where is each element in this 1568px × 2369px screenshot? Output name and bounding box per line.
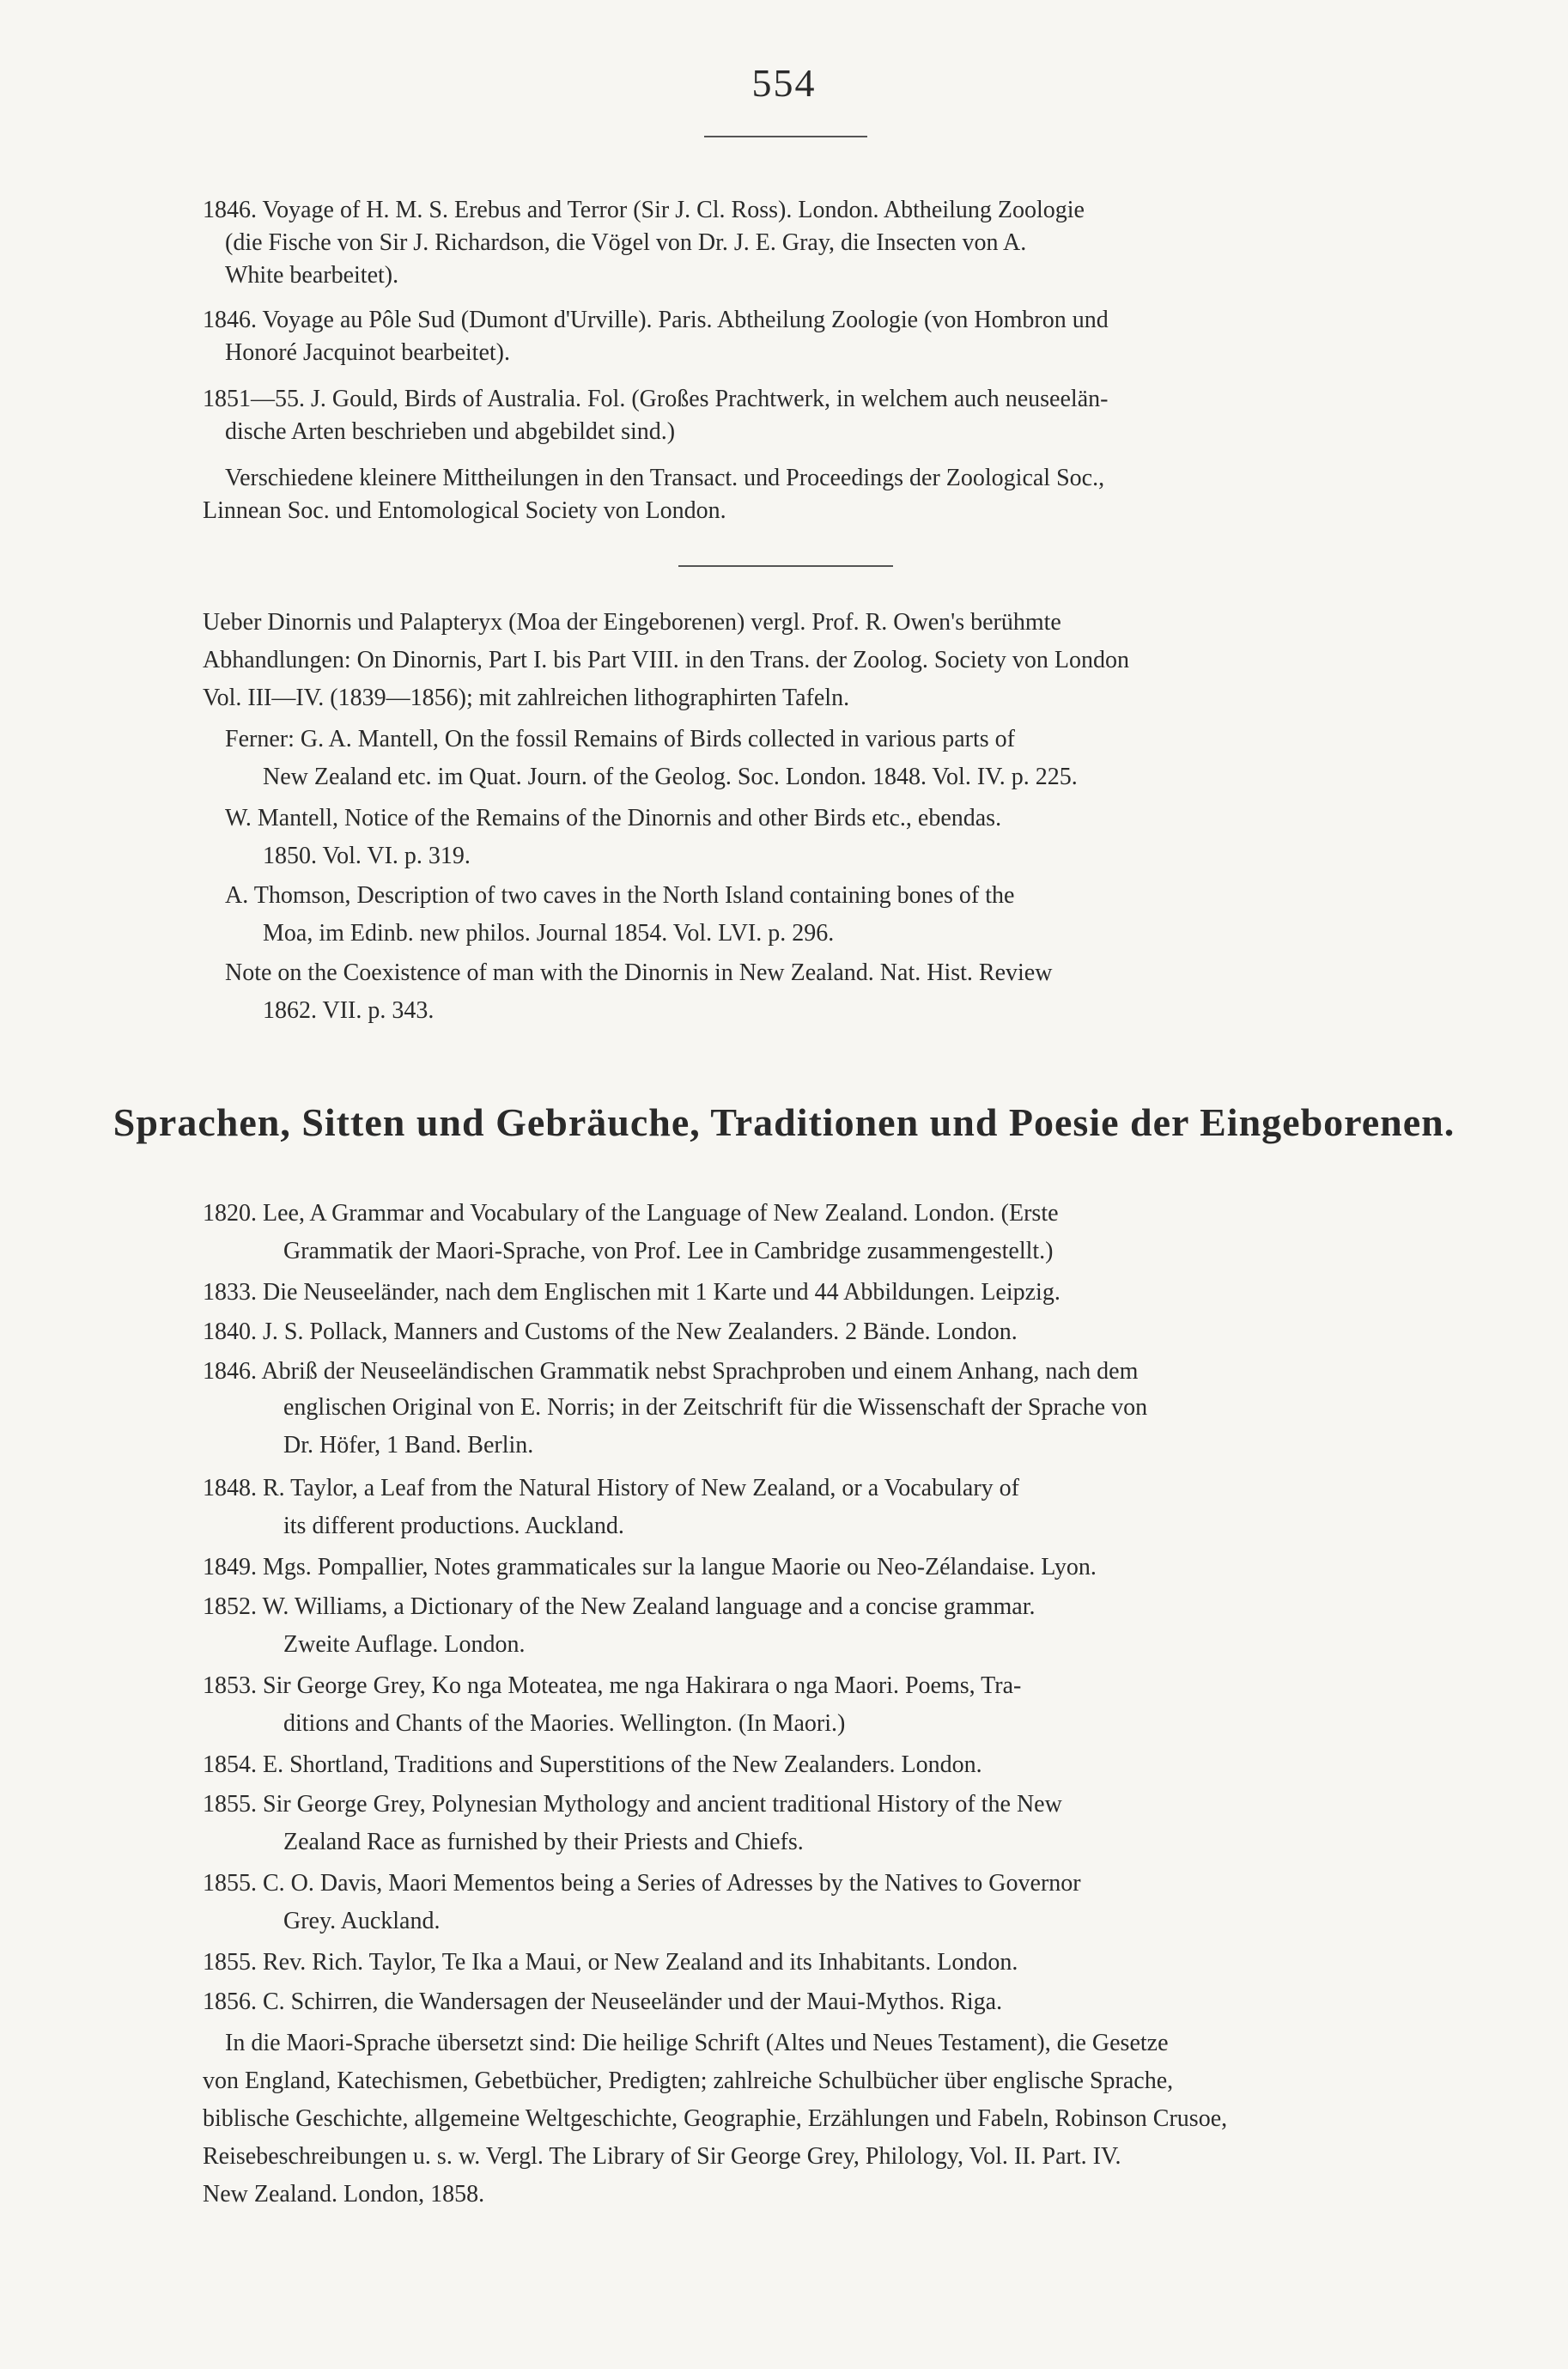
text-line: 1855. Rev. Rich. Taylor, Te Ika a Maui, or New Zealand and its Inhabitants. London. xyxy=(203,1949,1018,1976)
page-number: 554 xyxy=(751,61,817,105)
text-line: 1848. R. Taylor, a Leaf from the Natural History of New Zealand, or a Vocabulary of xyxy=(203,1475,1019,1501)
text-line: Grammatik der Maori-Sprache, von Prof. Lee in Cambridge zusammengestellt.) xyxy=(283,1238,1054,1264)
section-heading: Sprachen, Sitten und Gebräuche, Traditionen und Poesie der Eingeborenen. xyxy=(112,1100,1456,1144)
text-line: 1850. Vol. VI. p. 319. xyxy=(263,843,471,869)
text-line: 1852. W. Williams, a Dictionary of the New Zealand language and a concise grammar. xyxy=(203,1593,1036,1620)
text-line: Honoré Jacquinot bearbeitet). xyxy=(225,339,510,366)
text-line: White bearbeitet). xyxy=(225,262,399,289)
text-line: its different productions. Auckland. xyxy=(283,1513,624,1539)
text-line: 1846. Voyage of H. M. S. Erebus and Terror (Sir J. Cl. Ross). London. Abtheilung Zoologie xyxy=(203,197,1085,223)
text-line: 1846. Voyage au Pôle Sud (Dumont d'Urville). Paris. Abtheilung Zoologie (von Hombron und xyxy=(203,307,1109,333)
text-line: New Zealand etc. im Quat. Journ. of the Geolog. Soc. London. 1848. Vol. IV. p. 225. xyxy=(263,764,1078,790)
text-line: Verschiedene kleinere Mittheilungen in den Transact. und Proceedings der Zoological Soc., xyxy=(225,465,1105,491)
text-line: (die Fische von Sir J. Richardson, die Vögel von Dr. J. E. Gray, die Insecten von A. xyxy=(225,229,1027,256)
text-line: 1856. C. Schirren, die Wandersagen der Neuseeländer und der Maui-Mythos. Riga. xyxy=(203,1988,1003,2015)
text-line: 1851—55. J. Gould, Birds of Australia. Fol. (Großes Prachtwerk, in welchem auch neuseelän- xyxy=(203,386,1109,412)
text-line: Ueber Dinornis und Palapteryx (Moa der Eingeborenen) vergl. Prof. R. Owen's berühmte xyxy=(203,609,1061,636)
text-line: Vol. III—IV. (1839—1856); mit zahlreichen lithographirten Tafeln. xyxy=(203,685,850,711)
text-line: 1820. Lee, A Grammar and Vocabulary of the Language of New Zealand. London. (Erste xyxy=(203,1200,1059,1227)
text-line: dische Arten beschrieben und abgebildet sind.) xyxy=(225,418,676,445)
text-line: Grey. Auckland. xyxy=(283,1908,441,1934)
text-line: New Zealand. London, 1858. xyxy=(203,2181,485,2208)
text-line: W. Mantell, Notice of the Remains of the Dinornis and other Birds etc., ebendas. xyxy=(225,805,1002,831)
text-line: Zealand Race as furnished by their Priests and Chiefs. xyxy=(283,1829,804,1855)
text-line: 1849. Mgs. Pompallier, Notes grammaticales sur la langue Maorie ou Neo-Zélandaise. Lyon. xyxy=(203,1554,1097,1580)
text-line: biblische Geschichte, allgemeine Weltgeschichte, Geographie, Erzählungen und Fabeln, Robinson Crusoe, xyxy=(203,2105,1228,2132)
section-rule xyxy=(678,565,893,567)
text-line: 1855. Sir George Grey, Polynesian Mythology and ancient traditional History of the New xyxy=(203,1791,1062,1818)
text-line: 1846. Abriß der Neuseeländischen Grammatik nebst Sprachproben und einem Anhang, nach dem xyxy=(203,1358,1139,1385)
text-line: 1862. VII. p. 343. xyxy=(263,997,435,1024)
text-line: ditions and Chants of the Maories. Wellington. (In Maori.) xyxy=(283,1710,846,1737)
text-line: 1840. J. S. Pollack, Manners and Customs of the New Zealanders. 2 Bände. London. xyxy=(203,1318,1018,1345)
text-line: 1833. Die Neuseeländer, nach dem Englischen mit 1 Karte und 44 Abbildungen. Leipzig. xyxy=(203,1279,1061,1306)
text-line: Zweite Auflage. London. xyxy=(283,1631,526,1658)
text-line: In die Maori-Sprache übersetzt sind: Die heilige Schrift (Altes und Neues Testament), die Gesetze xyxy=(225,2030,1169,2056)
text-line: Note on the Coexistence of man with the Dinornis in New Zealand. Nat. Hist. Review xyxy=(225,959,1053,986)
text-line: A. Thomson, Description of two caves in the North Island containing bones of the xyxy=(225,882,1015,909)
text-line: 1853. Sir George Grey, Ko nga Moteatea, me nga Hakirara o nga Maori. Poems, Tra- xyxy=(203,1672,1022,1699)
top-rule xyxy=(704,136,867,137)
text-line: Linnean Soc. und Entomological Society von London. xyxy=(203,497,726,524)
text-line: Abhandlungen: On Dinornis, Part I. bis Part VIII. in den Trans. der Zoolog. Society von London xyxy=(203,647,1129,673)
text-line: 1855. C. O. Davis, Maori Mementos being a Series of Adresses by the Natives to Governor xyxy=(203,1870,1081,1897)
text-line: Moa, im Edinb. new philos. Journal 1854. Vol. LVI. p. 296. xyxy=(263,920,835,947)
text-line: von England, Katechismen, Gebetbücher, Predigten; zahlreiche Schulbücher über englische Sprache, xyxy=(203,2068,1174,2094)
text-line: englischen Original von E. Norris; in der Zeitschrift für die Wissenschaft der Sprache von xyxy=(283,1394,1148,1421)
text-line: Reisebeschreibungen u. s. w. Vergl. The Library of Sir George Grey, Philology, Vol. II. Part. IV. xyxy=(203,2143,1121,2170)
text-line: Dr. Höfer, 1 Band. Berlin. xyxy=(283,1432,534,1459)
text-line: 1854. E. Shortland, Traditions and Superstitions of the New Zealanders. London. xyxy=(203,1751,982,1778)
text-line: Ferner: G. A. Mantell, On the fossil Remains of Birds collected in various parts of xyxy=(225,726,1015,752)
